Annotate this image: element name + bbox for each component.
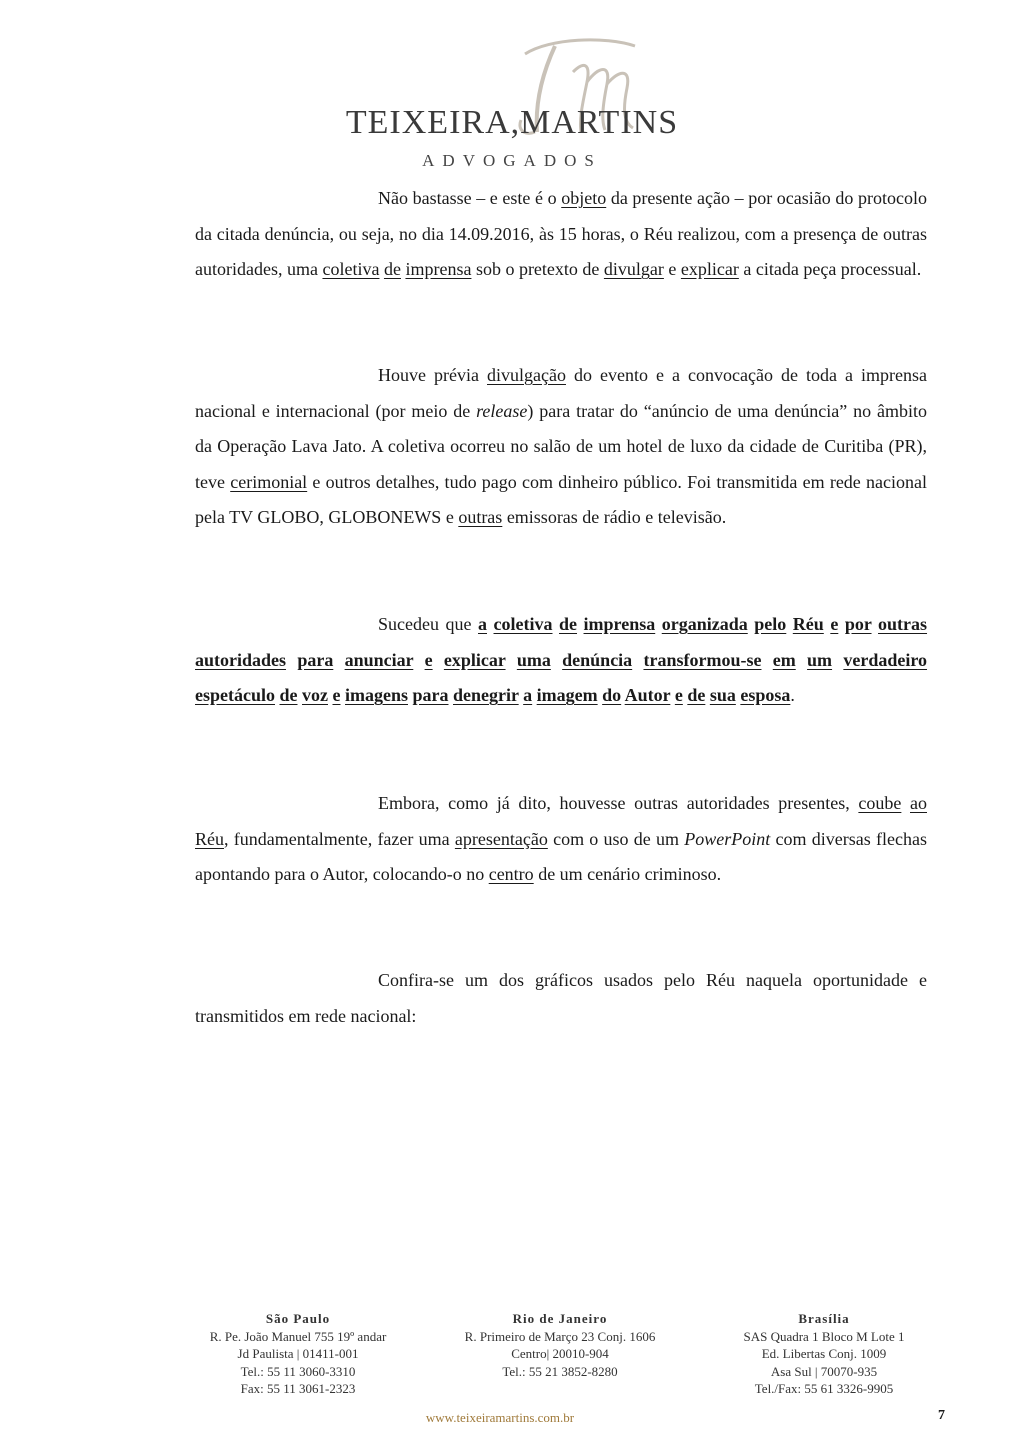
emphasis-text: explicar — [680, 259, 739, 280]
text-run: Sucedeu que — [378, 614, 478, 634]
text-run: sob o pretexto de — [471, 259, 604, 280]
office-line: R. Pe. João Manuel 755 19º andar — [209, 1328, 387, 1344]
emphasis-text — [506, 650, 517, 670]
emphasis-text: e — [332, 685, 341, 706]
office-line: Tel./Fax: 55 61 3326-9905 — [754, 1381, 894, 1396]
emphasis-text — [433, 650, 444, 670]
emphasis-text: apresentação — [454, 828, 548, 849]
emphasis-text: anunciar — [344, 649, 414, 670]
office-line: Tel.: 55 21 3852-8280 — [502, 1363, 618, 1379]
emphasis-text: para — [297, 649, 334, 670]
text-run: . — [790, 685, 795, 706]
emphasis-text: divulgação — [487, 365, 566, 385]
emphasis-text: esposa — [740, 685, 791, 706]
paragraph-3 — [195, 607, 927, 714]
emphasis-text — [413, 650, 424, 670]
text-run: emissoras de rádio e televisão. — [502, 507, 727, 528]
emphasis-text — [761, 650, 772, 670]
emphasis-text — [333, 650, 344, 670]
emphasis-text: explicar — [443, 649, 506, 670]
emphasis-text — [551, 650, 562, 670]
emphasis-text: a — [478, 614, 487, 634]
emphasis-text — [832, 650, 843, 670]
emphasis-text — [632, 650, 643, 670]
emphasis-text: coube — [858, 793, 902, 813]
emphasis-text: centro — [488, 864, 534, 885]
text-run: de um cenário criminoso. — [533, 864, 722, 885]
office-line: Centro| 20010-904 — [511, 1346, 609, 1361]
paragraph-2 — [195, 358, 927, 536]
text-run: e outros detalhes, tudo pago com dinheiro público. Foi transmitida em rede nacional pela TV GLOBO, GLOBONEWS e — [195, 471, 927, 528]
text-run: com o uso de um — [547, 828, 685, 849]
emphasis-text: divulgar — [603, 259, 664, 280]
letterhead — [0, 28, 1024, 170]
office-brasilia — [674, 1310, 974, 1398]
emphasis-text: por — [844, 614, 872, 634]
office-line: Tel.: 55 11 3060-3310 — [240, 1363, 356, 1379]
office-sao-paulo — [148, 1310, 448, 1398]
text-run: , fundamentalmente, fazer uma — [224, 828, 455, 849]
emphasis-text: cerimonial — [230, 471, 308, 492]
office-line: SAS Quadra 1 Bloco M Lote 1 — [743, 1328, 905, 1344]
text-run: Houve prévia — [378, 365, 487, 385]
emphasis-text: verdadeiro — [843, 649, 928, 670]
emphasis-text: imagem — [536, 685, 598, 706]
paragraph-1 — [195, 181, 927, 288]
emphasis-text: de — [559, 614, 578, 634]
office-rio-de-janeiro — [410, 1310, 710, 1380]
emphasis-text: imagens — [345, 685, 408, 706]
office-city: Brasília — [798, 1311, 850, 1326]
firm-subtitle: ADVOGADOS — [422, 151, 602, 170]
emphasis-text: imprensa — [405, 259, 472, 280]
emphasis-text: espetáculo — [195, 685, 275, 706]
office-line: Asa Sul | 70070-935 — [770, 1363, 878, 1379]
emphasis-text: transformou-se — [643, 649, 762, 670]
firm-name: TEIXEIRA,MARTINS — [345, 104, 679, 141]
text-run — [901, 793, 910, 813]
emphasis-text — [286, 650, 297, 670]
page-number: 7 — [938, 1408, 945, 1423]
emphasis-text: denegrir — [453, 685, 519, 706]
emphasis-text: imprensa — [583, 614, 656, 634]
emphasis-text: de — [279, 685, 298, 706]
emphasis-text: outras — [878, 614, 928, 634]
emphasis-text: para — [412, 685, 449, 706]
emphasis-text: um — [807, 649, 833, 670]
emphasis-text: Réu — [792, 614, 824, 634]
emphasis-text: e — [674, 685, 683, 706]
emphasis-text: a — [523, 685, 533, 706]
emphasis-text: em — [772, 649, 796, 670]
office-city: São Paulo — [265, 1311, 331, 1326]
emphasis-text: outras — [458, 507, 503, 528]
text-run: com diversas flechas apontando para o Autor, colocando-o no — [195, 828, 927, 885]
emphasis-text: sua — [709, 685, 736, 706]
emphasis-text: organizada — [661, 614, 748, 634]
text-run: e — [663, 259, 681, 280]
paragraph-4 — [195, 786, 927, 893]
emphasis-text: pelo — [754, 614, 787, 634]
text-run: Confira-se um dos gráficos usados pelo Réu naquela oportunidade e transmitidos em rede nacional: — [195, 970, 927, 1026]
website-text[interactable]: www.teixeiramartins.com.br — [425, 1410, 575, 1425]
text-run: Embora, como já dito, houvesse outras autoridades presentes, — [378, 793, 859, 813]
emphasis-text: e — [424, 649, 433, 670]
emphasis-text: coletiva — [493, 614, 553, 634]
emphasis-text: voz — [302, 685, 328, 706]
text-run: Não bastasse – e este é o — [378, 188, 562, 208]
emphasis-text: e — [830, 614, 839, 634]
office-city: Rio de Janeiro — [512, 1311, 608, 1326]
paragraph-5 — [195, 963, 927, 1034]
text-run: ) para tratar do “anúncio de uma denúncia” no âmbito da Operação Lava Jato. A coletiva ocorreu no salão de um hotel de luxo da cidade de Curitiba (PR), teve — [195, 400, 927, 492]
emphasis-text: do — [602, 685, 622, 706]
emphasis-text: autoridades — [195, 649, 287, 670]
emphasis-text: ao — [910, 793, 927, 813]
emphasis-text: coletiva — [322, 259, 380, 280]
emphasis-text: objeto — [561, 188, 607, 208]
emphasis-text: Réu — [195, 828, 224, 849]
office-line: Ed. Libertas Conj. 1009 — [761, 1346, 887, 1361]
italic-text: release — [476, 400, 528, 421]
office-line: Fax: 55 11 3061-2323 — [240, 1381, 356, 1396]
office-line: R. Primeiro de Março 23 Conj. 1606 — [464, 1328, 656, 1344]
emphasis-text: uma — [516, 649, 551, 670]
emphasis-text: denúncia — [562, 649, 633, 670]
text-run: do evento e a convocação de toda a imprensa nacional e internacional (por meio de — [195, 365, 927, 421]
office-line: Jd Paulista | 01411-001 — [237, 1346, 359, 1361]
text-run: a citada peça processual. — [738, 259, 922, 280]
website-link[interactable] — [0, 1410, 1024, 1426]
italic-text: PowerPoint — [684, 828, 771, 849]
emphasis-text: Autor — [624, 685, 671, 706]
emphasis-text: de — [383, 259, 401, 280]
text-run: da presente ação – por ocasião do protocolo da citada denúncia, ou seja, no dia 14.09.2016, às 15 horas, o Réu realizou, com a presença de outras autoridades, uma — [195, 188, 927, 280]
emphasis-text: de — [687, 685, 706, 706]
emphasis-text — [796, 650, 807, 670]
